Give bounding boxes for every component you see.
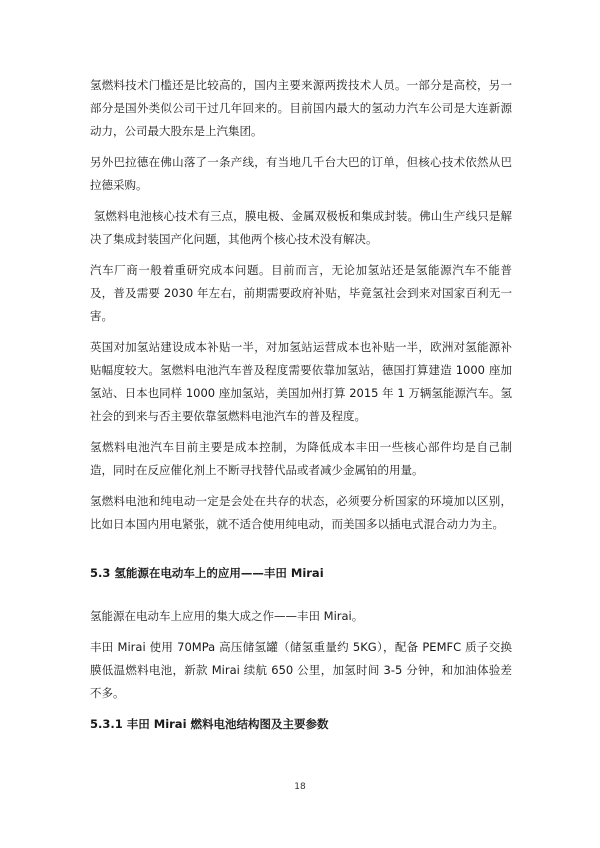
page-number: 18 [294,782,306,792]
paragraph-cost-control: 氢燃料电池汽车目前主要是成本控制，为降低成本丰田一些核心部件均是自己制造，同时在反应催化剂上不断寻找替代品或者减少金属铂的用量。 [90,440,512,477]
paragraph-talent: 氢燃料技术门槛还是比较高的，国内主要来源两拨技术人员。一部分是高校，另一部分是国外类似公司干过几年回来的。目前国内最大的氢动力汽车公司是大连新源动力，公司最大股东是上汽集团。 [90,78,512,138]
paragraph-mirai-specs: 丰田 Mirai 使用 70MPa 高压储氢罐（储氢重量约 5KG），配备 PEMFC 质子交换膜低温燃料电池，新款 Mirai 续航 650 公里，加氢时间 3-5 分钟，和加油体验差不多。 [90,640,512,700]
paragraph-coexistence: 氢燃料电池和纯电动一定是会处在共存的状态，必须要分析国家的环境加以区别，比如日本国内用电紧张，就不适合使用纯电动，而美国多以插电式混合动力为主。 [90,494,512,531]
paragraph-cost: 汽车厂商一般着重研究成本问题。目前而言，无论加氢站还是氢能源汽车不能普及，普及需要 2030 年左右，前期需要政府补贴，毕竟氢社会到来对国家百利无一害。 [90,263,512,323]
paragraph-ballard: 另外巴拉德在佛山落了一条产线，有当地几千台大巴的订单，但核心技术依然从巴拉德采购。 [90,155,512,192]
page-body [90,74,512,736]
section-heading: 5.3 氢能源在电动车上的应用——丰田 Mirai [90,566,324,580]
paragraph-mirai-intro: 氢能源在电动车上应用的集大成之作——丰田 Mirai。 [90,609,364,623]
paragraph-core-tech: 氢燃料电池核心技术有三点，膜电极、金属双极板和集成封装。佛山生产线只是解决了集成封装国产化问题，其他两个核心技术没有解决。 [90,209,512,246]
paragraph-subsidy: 英国对加氢站建设成本补贴一半，对加氢站运营成本也补贴一半，欧洲对氢能源补贴幅度较大。氢燃料电池汽车普及程度需要依靠加氢站，德国打算建造 1000 座加氢站、日本也同样 1000 座加氢站，美国加州打算 2015 年 1 万辆氢能源汽车。氢社会的到来与否主要依靠氢燃料电池汽车的普及程度。 [90,340,512,423]
subsection-heading: 5.3.1 丰田 Mirai 燃料电池结构图及主要参数 [90,717,329,731]
